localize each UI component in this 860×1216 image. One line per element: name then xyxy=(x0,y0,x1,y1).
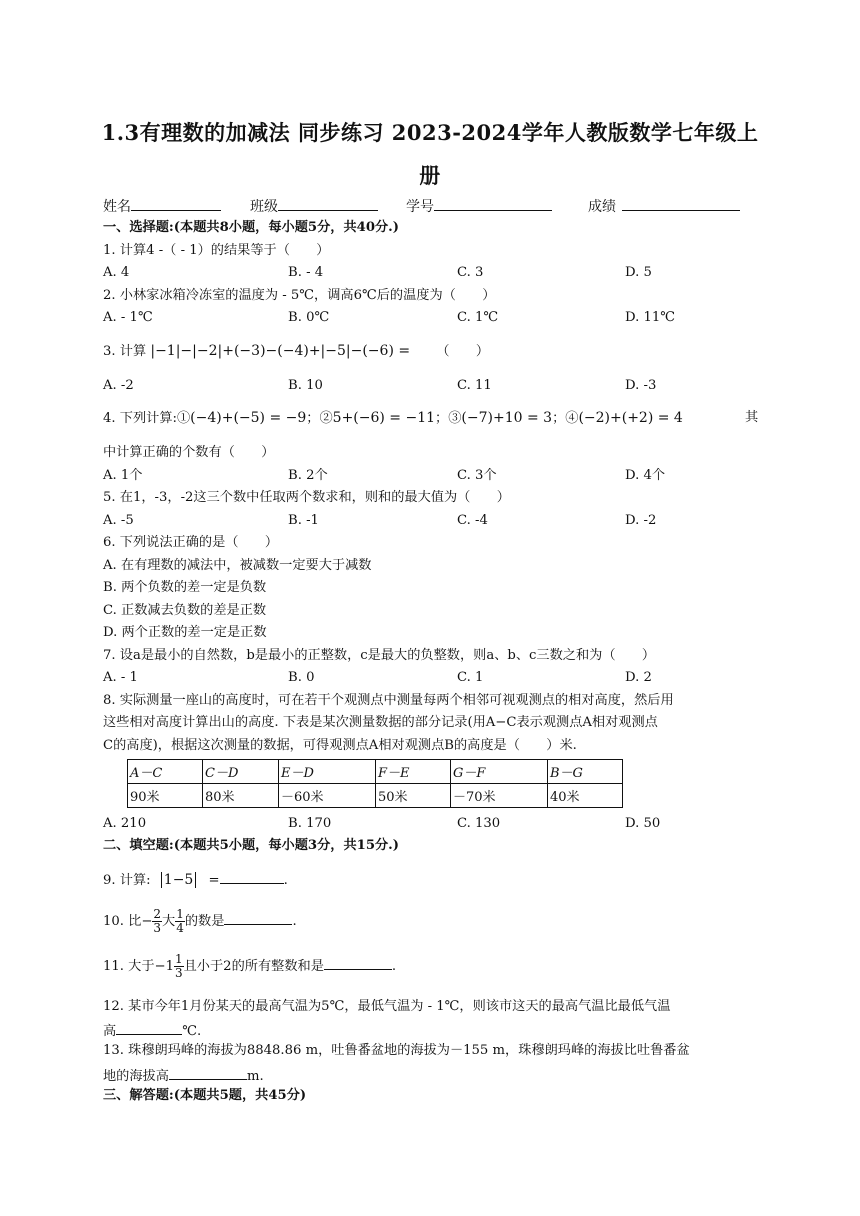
q8-option-b: B. 170 xyxy=(288,816,332,831)
table-cell: 40米 xyxy=(548,784,623,808)
q10-fraction-1: $\frac{2}{3}$ xyxy=(153,907,162,935)
q4-option-b: B. 2个 xyxy=(288,468,328,483)
q8-measurement-table xyxy=(127,759,623,808)
question-11: 11. 大于−1 $\frac{1}{3}$ 且小于2的所有整数和是 . xyxy=(103,952,397,980)
q5-option-a: A. -5 xyxy=(103,513,134,528)
question-13-line1: 13. 珠穆朗玛峰的海拔为8848.86 m，吐鲁番盆地的海拔为－155 m，珠穆朗玛峰的海拔比吐鲁番盆 xyxy=(103,1043,690,1058)
table-cell: 50米 xyxy=(376,784,451,808)
question-2-stem: 2. 小林家冰箱冷冻室的温度为 - 5℃，调高6℃后的温度为（ ） xyxy=(103,288,496,303)
q8-option-d: D. 50 xyxy=(625,816,661,831)
question-4-stem-end: 其 xyxy=(745,410,759,425)
table-header-cell: B－G xyxy=(548,760,623,784)
table-cell: 80米 xyxy=(203,784,279,808)
class-label: 班级 xyxy=(250,196,278,216)
q11-answer-blank xyxy=(324,955,392,970)
question-6-stem: 6. 下列说法正确的是（ ） xyxy=(103,535,279,550)
q6-option-b: B. 两个负数的差一定是负数 xyxy=(103,580,267,595)
q5-option-c: C. -4 xyxy=(457,513,488,528)
q7-option-a: A. - 1 xyxy=(103,670,138,685)
q1-option-d: D. 5 xyxy=(625,265,652,280)
section-heading-choice: 一、选择题:(本题共8小题，每小题5分，共40分.) xyxy=(103,220,400,235)
q5-option-d: D. -2 xyxy=(625,513,657,528)
q3-option-d: D. -3 xyxy=(625,378,657,393)
table-header-cell: G－F xyxy=(451,760,548,784)
q1-option-c: C. 3 xyxy=(457,265,484,280)
table-header-cell: F－E xyxy=(376,760,451,784)
q7-option-c: C. 1 xyxy=(457,670,484,685)
table-header-cell: C－D xyxy=(203,760,279,784)
q2-option-b: B. 0℃ xyxy=(288,310,330,325)
question-4-stem-line2: 中计算正确的个数有（ ） xyxy=(103,445,275,460)
q7-option-d: D. 2 xyxy=(625,670,652,685)
question-12-line1: 12. 某市今年1月份某天的最高气温为5℃，最低气温为 - 1℃，则该市这天的最高气温比最低气温 xyxy=(103,999,671,1014)
q3-option-a: A. -2 xyxy=(103,378,134,393)
table-header-row xyxy=(128,760,623,784)
section-heading-fill: 二、填空题:(本题共5小题，每小题3分，共15分.) xyxy=(103,838,400,853)
q13-answer-blank xyxy=(169,1065,247,1080)
q8-option-c: C. 130 xyxy=(457,816,501,831)
q10-answer-blank xyxy=(224,910,292,925)
q7-option-b: B. 0 xyxy=(288,670,315,685)
q4-option-d: D. 4个 xyxy=(625,468,666,483)
q5-option-b: B. -1 xyxy=(288,513,319,528)
question-3-stem: 3. 计算 |−1|−|−2|+(−3)−(−4)+|−5|−(−6) = （ ） xyxy=(103,343,490,359)
q4-option-c: C. 3个 xyxy=(457,468,497,483)
q6-option-c: C. 正数减去负数的差是正数 xyxy=(103,603,267,618)
name-label: 姓名 xyxy=(103,196,131,216)
q3-option-c: C. 11 xyxy=(457,378,492,393)
table-row xyxy=(128,784,623,808)
q2-option-d: D. 11℃ xyxy=(625,310,676,325)
q10-fraction-2: $\frac{1}{4}$ xyxy=(176,907,184,935)
q6-option-a: A. 在有理数的减法中，被减数一定要大于减数 xyxy=(103,558,372,573)
question-8-stem-line2: 这些相对高度计算出山的高度. 下表是某次测量数据的部分记录(用A−C表示观测点A相对观测点 xyxy=(103,715,658,730)
q8-option-a: A. 210 xyxy=(103,816,147,831)
q6-option-d: D. 两个正数的差一定是正数 xyxy=(103,625,267,640)
q11-fraction: $\frac{1}{3}$ xyxy=(174,952,183,980)
q1-option-b: B. - 4 xyxy=(288,265,324,280)
q4-option-a: A. 1个 xyxy=(103,468,143,483)
score-label: 成绩 xyxy=(588,196,616,216)
q2-option-a: A. - 1℃ xyxy=(103,310,153,325)
table-cell: 90米 xyxy=(128,784,203,808)
q3-option-b: B. 10 xyxy=(288,378,323,393)
page-title-continued: 册 xyxy=(419,163,441,188)
table-cell: －70米 xyxy=(451,784,548,808)
question-12-line2: 高 ℃. xyxy=(103,1020,201,1041)
student-id-label: 学号 xyxy=(406,196,434,216)
table-header-cell: E－D xyxy=(279,760,376,784)
q12-answer-blank xyxy=(116,1020,182,1035)
section-heading-answer: 三、解答题:(本题共5题，共45分) xyxy=(103,1088,307,1103)
question-1-stem: 1. 计算4 -（ - 1）的结果等于（ ） xyxy=(103,243,330,258)
question-9: 9. 计算: 1−5 = . xyxy=(103,869,288,890)
question-8-stem-line1: 8. 实际测量一座山的高度时，可在若干个观测点中测量每两个相邻可视观测点的相对高度，然后用 xyxy=(103,693,674,708)
question-4-stem: 4. 下列计算:①(−4)+(−5) = −9；②5+(−6) = −11；③(−7)+10 = 3；④(−2)+(+2) = 4 xyxy=(103,410,683,426)
question-5-stem: 5. 在1，-3，-2这三个数中任取两个数求和，则和的最大值为（ ） xyxy=(103,490,510,505)
question-10: 10. 比− $\frac{2}{3}$ 大 $\frac{1}{4}$ 的数是 . xyxy=(103,907,297,935)
q9-expression: 1−5 xyxy=(161,872,197,888)
q2-option-c: C. 1℃ xyxy=(457,310,499,325)
q1-option-a: A. 4 xyxy=(103,265,130,280)
question-13-line2: 地的海拔高 m. xyxy=(103,1065,264,1086)
page-title: 1.3有理数的加减法 同步练习 2023-2024学年人教版数学七年级上 xyxy=(101,120,759,145)
question-7-stem: 7. 设a是最小的自然数，b是最小的正整数，c是最大的负整数，则a、b、c三数之和为（ ） xyxy=(103,648,656,663)
table-cell: －60米 xyxy=(279,784,376,808)
table-header-cell: A－C xyxy=(128,760,203,784)
q9-answer-blank xyxy=(220,869,284,884)
q3-expression: |−1|−|−2|+(−3)−(−4)+|−5|−(−6) = xyxy=(150,343,411,359)
question-8-stem-line3: C的高度)，根据这次测量的数据，可得观测点A相对观测点B的高度是（ ）米. xyxy=(103,738,577,753)
